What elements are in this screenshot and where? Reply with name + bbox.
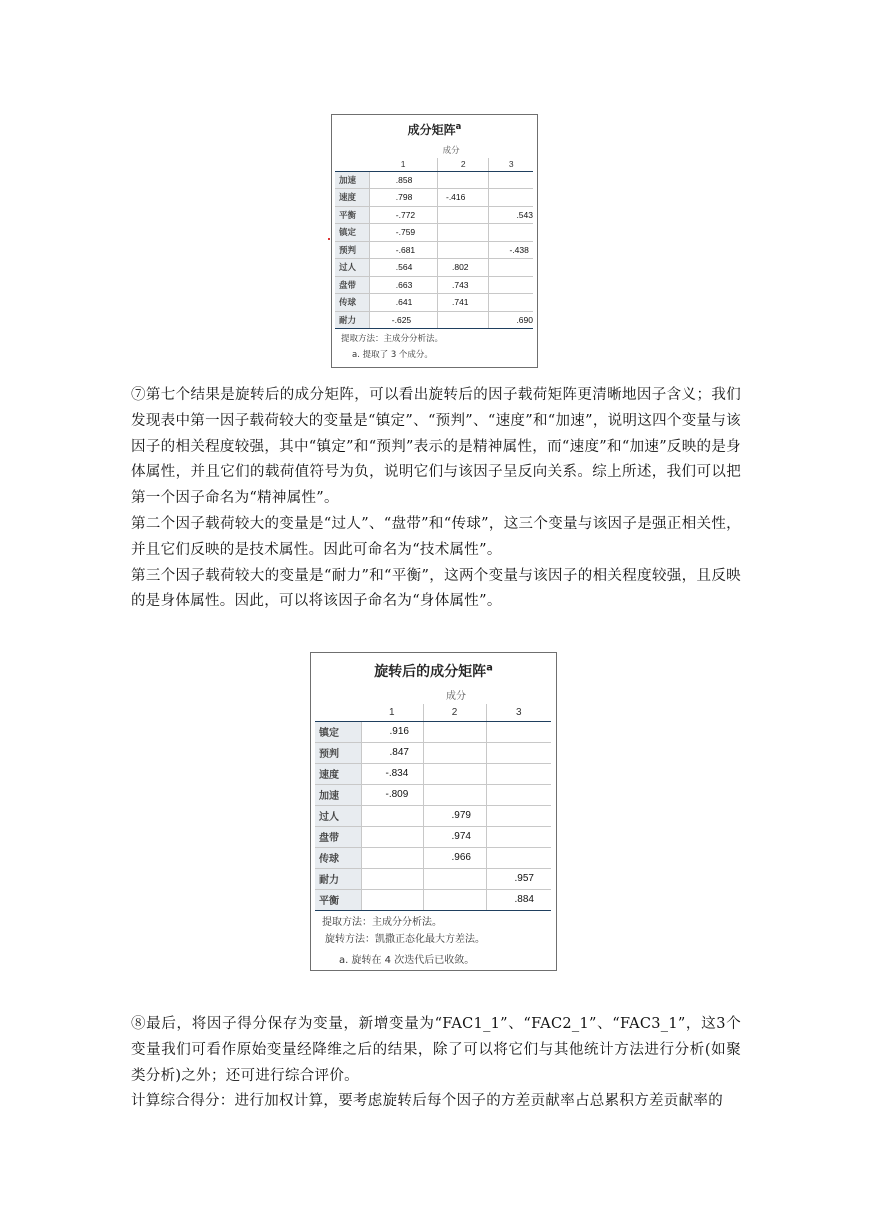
component-matrix-body — [335, 171, 533, 329]
cell — [486, 847, 551, 868]
cell: .663 — [369, 276, 437, 294]
cell — [489, 171, 533, 189]
cell: .916 — [361, 721, 423, 742]
component-matrix-footnote-2: a. 提取了 3 个成分。 — [352, 350, 433, 360]
row-label: 镇定 — [335, 224, 369, 242]
cell: .641 — [369, 294, 437, 312]
row-label: 加速 — [315, 784, 361, 805]
cell: .847 — [361, 742, 423, 763]
cell — [437, 241, 488, 259]
table-row — [335, 206, 533, 224]
red-marker-dot — [328, 238, 330, 240]
column-header-2: 2 — [437, 158, 488, 171]
component-matrix-title-sup: a — [455, 121, 462, 131]
row-label: 盘带 — [315, 826, 361, 847]
rotated-matrix-title-text: 旋转后的成分矩阵 — [374, 664, 487, 680]
group-header-component: 成分 — [446, 691, 466, 702]
cell — [486, 784, 551, 805]
component-matrix-table — [335, 141, 533, 329]
table-row — [315, 721, 551, 742]
cell — [489, 189, 533, 207]
cell: .858 — [369, 171, 437, 189]
table-row — [315, 868, 551, 889]
row-label: 传球 — [335, 294, 369, 312]
cell — [486, 805, 551, 826]
row-label: 预判 — [335, 241, 369, 259]
cell — [489, 276, 533, 294]
cell: -.834 — [361, 763, 423, 784]
column-header-1: 1 — [361, 704, 423, 721]
table-row — [315, 826, 551, 847]
cell — [423, 868, 486, 889]
cell — [489, 294, 533, 312]
rotated-component-matrix-table — [315, 685, 551, 911]
group-header-component: 成分 — [442, 144, 460, 155]
row-label: 盘带 — [335, 276, 369, 294]
table-row — [335, 241, 533, 259]
section-7-paragraph-3: 第三个因子载荷较大的变量是“耐力”和“平衡”，这两个变量与该因子的相关程度较强，且反映的是身体属性。因此，可以将该因子命名为“身体属性”。 — [131, 567, 741, 610]
row-label: 速度 — [315, 763, 361, 784]
cell — [437, 206, 488, 224]
rotated-matrix-footnote-3: a. 旋转在 4 次迭代后已收敛。 — [339, 954, 475, 966]
cell: .743 — [437, 276, 488, 294]
table-row — [315, 784, 551, 805]
table-row — [335, 294, 533, 312]
component-matrix-table-box — [331, 114, 538, 368]
table-row — [335, 311, 533, 329]
cell: .741 — [437, 294, 488, 312]
table-row — [315, 805, 551, 826]
component-matrix-footnote-1: 提取方法：主成分分析法。 — [341, 334, 444, 344]
row-label: 过人 — [335, 259, 369, 277]
cell: -.681 — [369, 241, 437, 259]
cell — [437, 171, 488, 189]
rotated-matrix-footnote-1: 提取方法：主成分分析法。 — [322, 916, 442, 928]
cell — [423, 763, 486, 784]
row-label: 预判 — [315, 742, 361, 763]
cell: .884 — [486, 889, 551, 910]
cell — [361, 826, 423, 847]
stub-corner — [315, 685, 361, 704]
table-row — [335, 224, 533, 242]
cell — [437, 224, 488, 242]
table-row — [335, 189, 533, 207]
cell: .543 — [489, 206, 533, 224]
column-header-3: 3 — [489, 158, 533, 171]
row-label: 速度 — [335, 189, 369, 207]
cell: .979 — [423, 805, 486, 826]
section-7-text — [131, 383, 741, 615]
rotated-matrix-body — [315, 721, 551, 910]
cell: -.759 — [369, 224, 437, 242]
cell — [423, 889, 486, 910]
component-matrix-title — [332, 121, 537, 141]
cell — [486, 826, 551, 847]
column-header-3: 3 — [486, 704, 551, 721]
rotated-component-matrix-table-box — [310, 652, 557, 971]
cell: .802 — [437, 259, 488, 277]
section-8-paragraph-2: 计算综合得分：进行加权计算，要考虑旋转后每个因子的方差贡献率占总累积方差贡献率的 — [131, 1093, 723, 1110]
cell: .564 — [369, 259, 437, 277]
table-row — [315, 763, 551, 784]
cell — [437, 311, 488, 329]
cell: -.625 — [369, 311, 437, 329]
stub-corner — [335, 141, 369, 158]
table-row — [335, 171, 533, 189]
cell — [423, 721, 486, 742]
row-label: 耐力 — [315, 868, 361, 889]
cell — [486, 763, 551, 784]
row-label: 加速 — [335, 171, 369, 189]
table-row — [335, 259, 533, 277]
cell: .974 — [423, 826, 486, 847]
table-row — [315, 847, 551, 868]
stub-corner — [315, 704, 361, 721]
cell — [489, 224, 533, 242]
section-8-paragraph-1: ⑧最后，将因子得分保存为变量，新增变量为“FAC1_1”、“FAC2_1”、“FAC3_1”，这3个变量我们可看作原始变量经降维之后的结果，除了可以将它们与其他统计方法进行分析(如聚类分析)之外；还可进行综合评价。 — [131, 1016, 741, 1084]
cell — [423, 742, 486, 763]
rotated-matrix-footnote-2: 旋转方法：凯撒正态化最大方差法。 — [325, 933, 485, 945]
column-header-1: 1 — [369, 158, 437, 171]
row-label: 传球 — [315, 847, 361, 868]
cell: -.416 — [437, 189, 488, 207]
rotated-matrix-title-sup: a — [486, 662, 493, 674]
cell: -.772 — [369, 206, 437, 224]
cell — [423, 784, 486, 805]
section-7-paragraph-1: ⑦第七个结果是旋转后的成分矩阵，可以看出旋转后的因子载荷矩阵更清晰地因子含义；我们发现表中第一因子载荷较大的变量是“镇定”、“预判”、“速度”和“加速”，说明这四个变量与该因子的相关程度较强，其中“镇定”和“预判”表示的是精神属性，而“速度”和“加速”反映的是身体属性，并且它们的载荷值符号为负，说明它们与该因子呈反向关系。综上所述，我们可以把第一个因子命名为“精神属性”。 — [131, 387, 741, 507]
table-row — [315, 889, 551, 910]
table-row — [335, 276, 533, 294]
cell — [361, 847, 423, 868]
row-label: 镇定 — [315, 721, 361, 742]
component-matrix-title-text: 成分矩阵 — [407, 123, 456, 137]
cell: -.809 — [361, 784, 423, 805]
cell: .690 — [489, 311, 533, 329]
row-label: 平衡 — [335, 206, 369, 224]
cell — [486, 742, 551, 763]
rotated-matrix-title — [311, 661, 556, 685]
row-label: 过人 — [315, 805, 361, 826]
cell — [361, 805, 423, 826]
table-row — [315, 742, 551, 763]
column-header-2: 2 — [423, 704, 486, 721]
cell — [486, 721, 551, 742]
cell — [361, 868, 423, 889]
cell: .957 — [486, 868, 551, 889]
cell — [361, 889, 423, 910]
cell: .798 — [369, 189, 437, 207]
row-label: 平衡 — [315, 889, 361, 910]
stub-corner — [335, 158, 369, 171]
cell — [489, 259, 533, 277]
row-label: 耐力 — [335, 311, 369, 329]
cell: -.438 — [489, 241, 533, 259]
section-7-paragraph-2: 第二个因子载荷较大的变量是“过人”、“盘带”和“传球”，这三个变量与该因子是强正相关性，并且它们反映的是技术属性。因此可命名为“技术属性”。 — [131, 515, 741, 558]
cell: .966 — [423, 847, 486, 868]
section-8-text — [131, 1012, 741, 1115]
